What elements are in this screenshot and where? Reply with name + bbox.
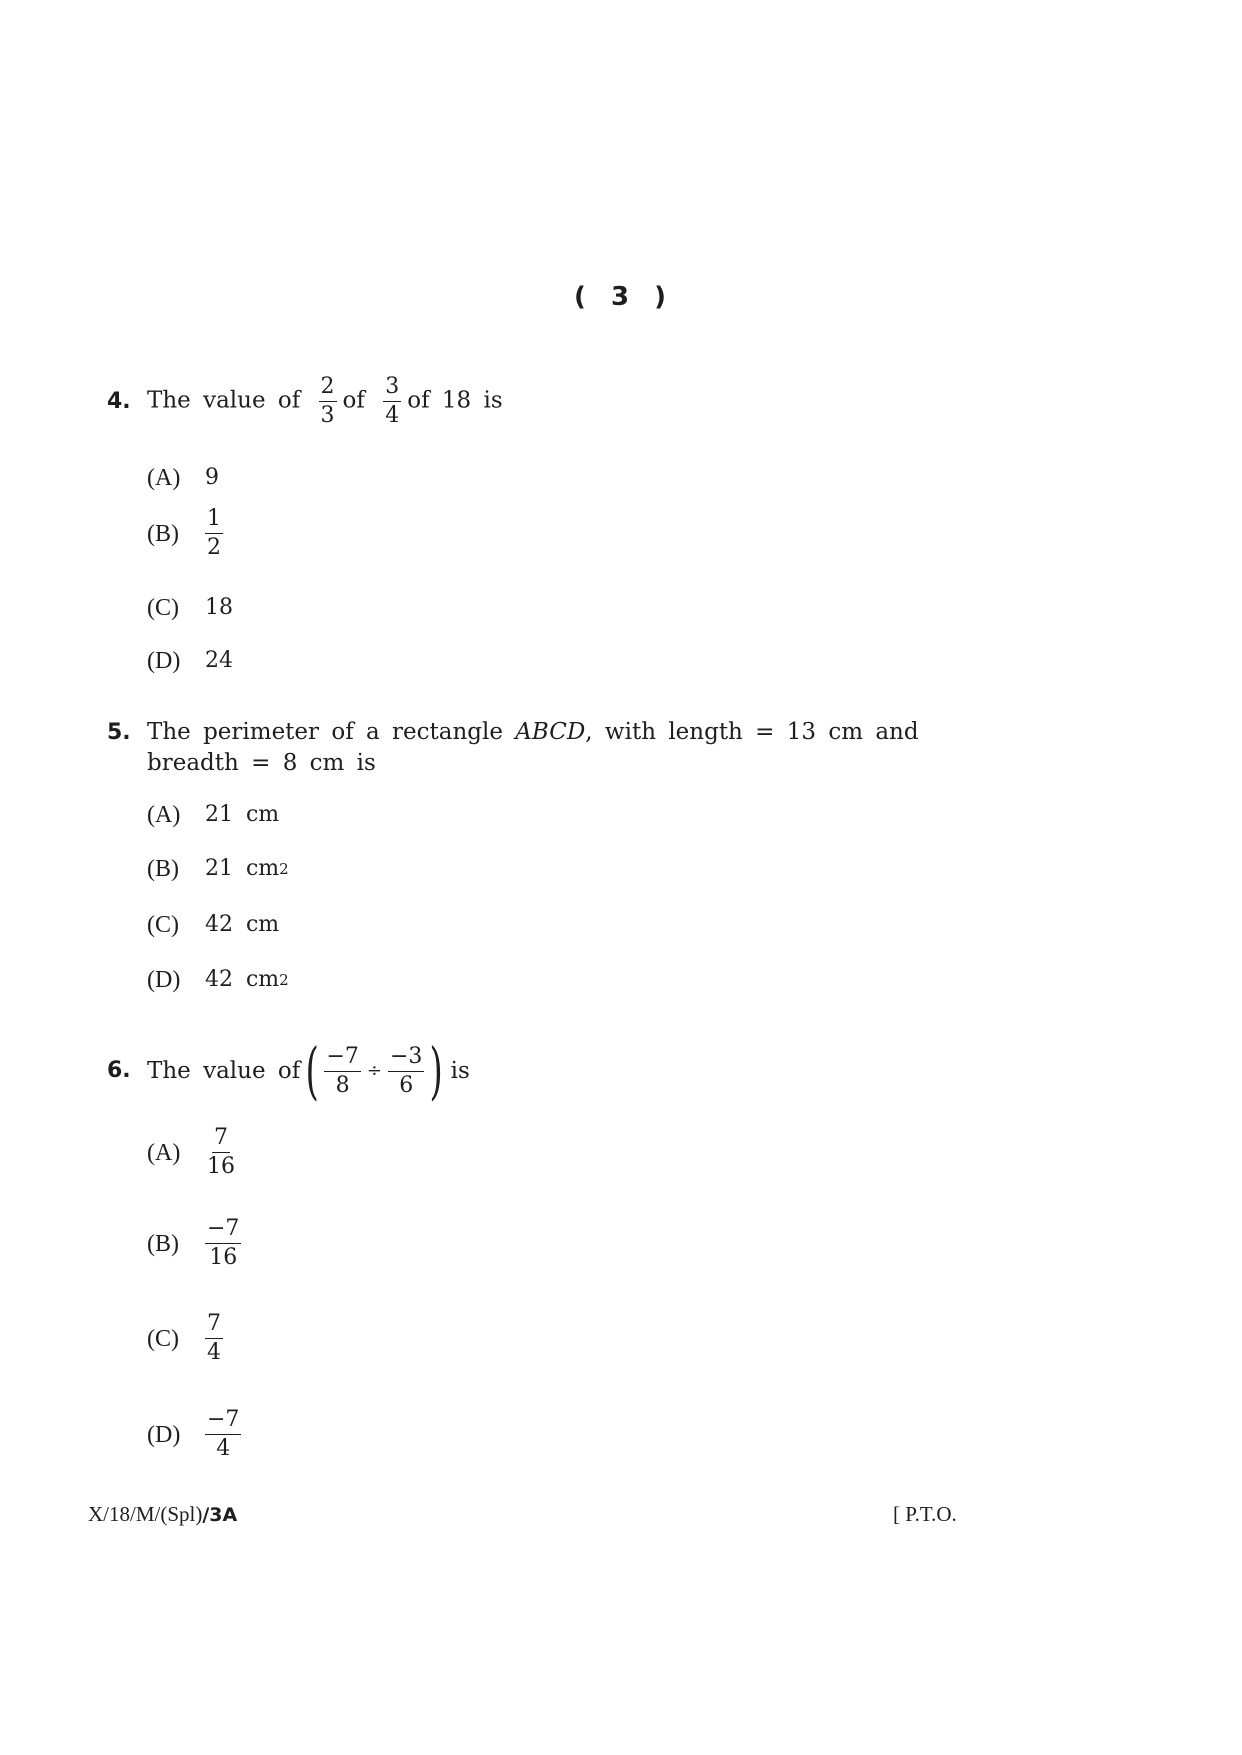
fraction: $\frac{-7}{8}$ <box>326 1043 359 1098</box>
fraction: $\frac{1}{2}$ <box>207 506 221 560</box>
fraction: $\frac{2}{3}$ <box>320 374 335 428</box>
paper-code: X/18/M/(Spl)/3A <box>88 1502 238 1526</box>
divide-sign: ÷ <box>366 1060 382 1081</box>
parenthesized-expression: ( $\frac{-7}{8}$ ÷ $\frac{-3}{6}$ ) <box>305 1034 444 1107</box>
fraction: $\frac{7}{16}$ <box>207 1125 235 1179</box>
question-5: 5. The perimeter of a rectangle ABCD, with length = 13 cm and breadth = 8 cm is <box>107 719 919 776</box>
option-5d[interactable]: (D) 42 cm 2 <box>147 967 289 993</box>
question-6: 6. The value of ( $\frac{-7}{8}$ ÷ $\frac{-3}{6}$ ) is <box>107 1034 470 1107</box>
fraction: $\frac{-7}{16}$ <box>207 1216 240 1270</box>
pto-label: [ P.T.O. <box>893 1502 957 1526</box>
fraction: $\frac{7}{4}$ <box>207 1311 221 1365</box>
option-6b[interactable]: (B) $\frac{-7}{16}$ <box>147 1216 240 1270</box>
option-5a[interactable]: (A) 21 cm <box>147 802 280 828</box>
option-4a[interactable]: (A) 9 <box>147 465 219 491</box>
option-6a[interactable]: (A) $\frac{7}{16}$ <box>147 1125 235 1179</box>
fraction: $\frac{3}{4}$ <box>385 374 400 428</box>
fraction: $\frac{-7}{4}$ <box>207 1407 240 1461</box>
question-number: 6. <box>107 1058 131 1083</box>
option-5b[interactable]: (B) 21 cm 2 <box>147 856 289 882</box>
question-number: 5. <box>107 720 131 745</box>
page-number: ( 3 ) <box>574 282 668 312</box>
option-4c[interactable]: (C) 18 <box>147 595 233 621</box>
option-6d[interactable]: (D) $\frac{-7}{4}$ <box>147 1407 240 1461</box>
option-5c[interactable]: (C) 42 cm <box>147 912 280 938</box>
option-4d[interactable]: (D) 24 <box>147 648 233 674</box>
option-6c[interactable]: (C) $\frac{7}{4}$ <box>147 1311 221 1365</box>
question-text: The value of <box>147 387 301 414</box>
question-number: 4. <box>107 388 131 414</box>
fraction: $\frac{-3}{6}$ <box>389 1043 423 1098</box>
question-4: 4. The value of $\frac{2}{3}$ of $\frac{3}{4}$ of 18 is <box>107 374 503 428</box>
option-4b[interactable]: (B) $\frac{1}{2}$ <box>147 506 221 560</box>
